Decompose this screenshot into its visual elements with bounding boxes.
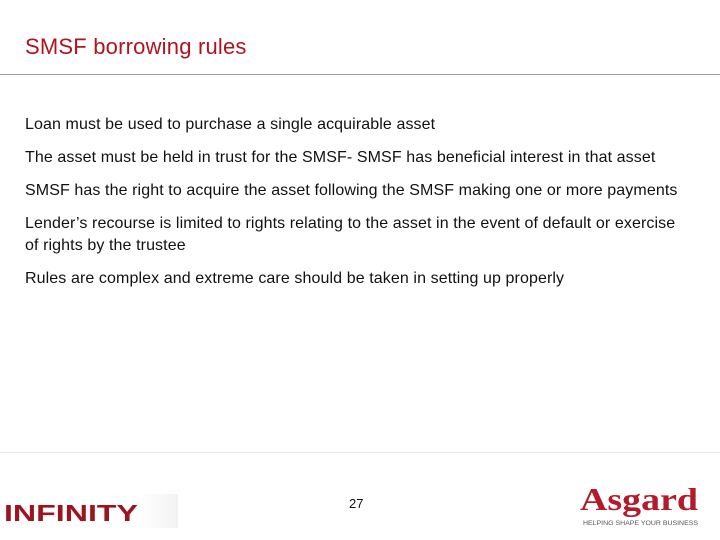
infinity-logo-text: INFINITY xyxy=(4,500,138,526)
bullet-item: The asset must be held in trust for the SMSF- SMSF has beneficial interest in that asset xyxy=(25,149,656,166)
asgard-logo-text: Asgard xyxy=(580,481,699,517)
asgard-logo xyxy=(578,480,702,530)
bullet-item: Lender’s recourse is limited to rights relating to the asset in the event of default or exercise of rights by the trustee xyxy=(25,215,676,254)
asgard-tagline: HELPING SHAPE YOUR BUSINESS xyxy=(583,521,698,527)
bullet-list xyxy=(25,114,690,301)
infinity-logo xyxy=(0,494,178,528)
bullet-item: Rules are complex and extreme care should be taken in setting up properly xyxy=(25,270,565,287)
slide-title: SMSF borrowing rules xyxy=(25,34,247,59)
bullet-item: Loan must be used to purchase a single acquirable asset xyxy=(25,116,436,133)
page-number: 27 xyxy=(349,496,364,511)
bullet-item: SMSF has the right to acquire the asset following the SMSF making one or more payments xyxy=(25,182,678,199)
title-divider xyxy=(0,74,720,75)
footer-divider xyxy=(0,452,720,453)
